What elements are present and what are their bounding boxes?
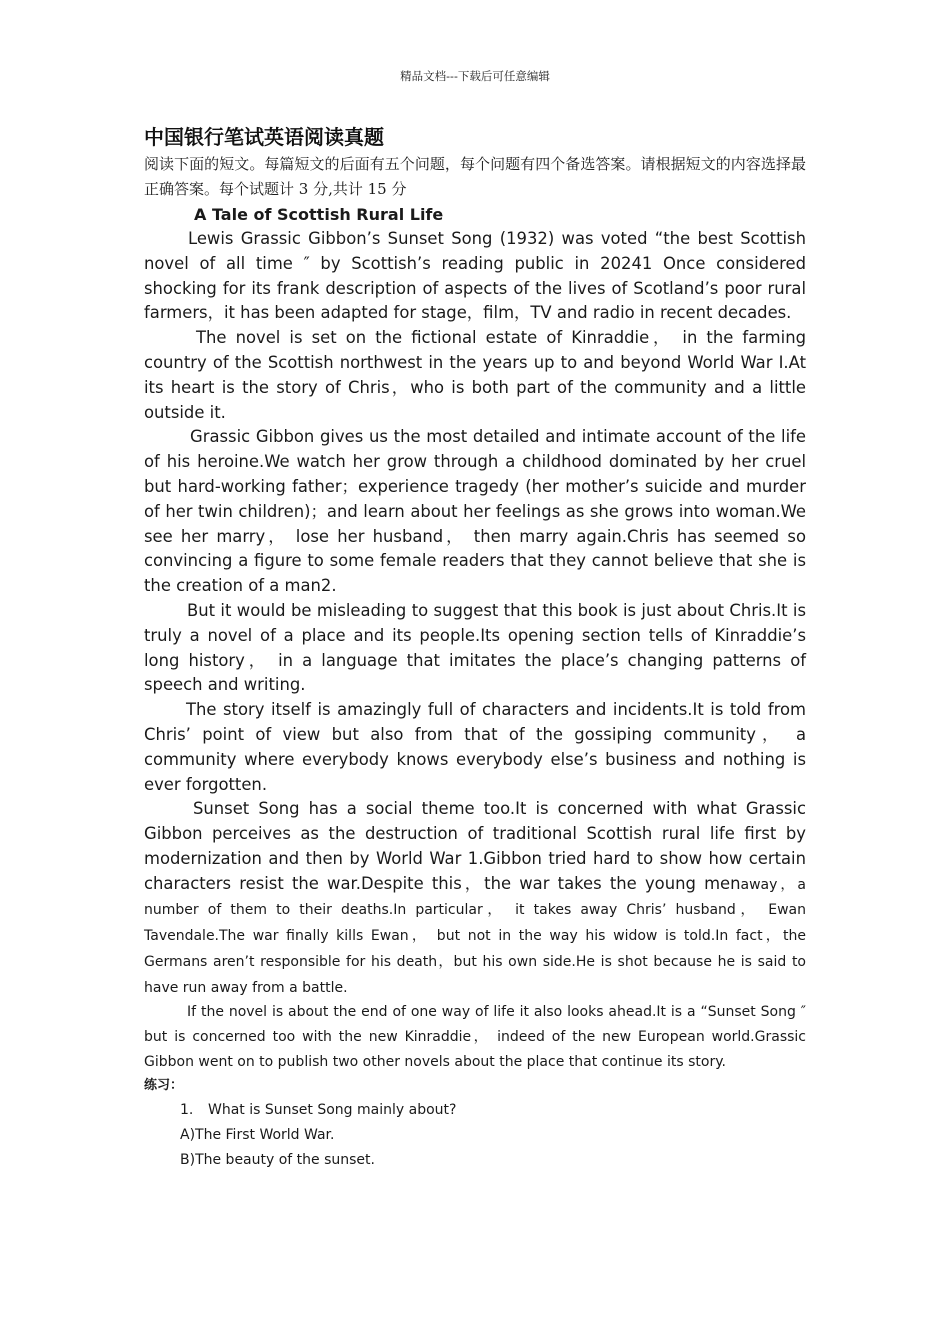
- question-number: 1.: [180, 1102, 194, 1119]
- paragraph-3: Grassic Gibbon gives us the most detailed and intimate account of the life of his heroine.We watch her grow through a childhood dominated by her cruel but hard-working father；experience tragedy (her mother’s suicide and murder of her twin children)；and learn about her feelings as she grows into woman.We see her marry， lose her husband， then marry again.Chris has seemed so convincing a figure to some female readers that they cannot believe that she is the creation of a man2.: [144, 427, 806, 596]
- paragraph-2: The novel is set on the fictional estate of Kinraddie， in the farming country of the Scottish northwest in the years up to and beyond World War I.At its heart is the story of Chris，who is both part of the community and a little outside it.: [144, 328, 806, 422]
- paragraph-4: But it would be misleading to suggest that this book is just about Chris.It is truly a novel of a place and its people.Its opening section tells of Kinraddie’s long history， in a language that imitates the place’s changing patterns of speech and writing.: [144, 600, 806, 695]
- paragraph-6-tail: away，a number of them to their deaths.In particular， it takes away Chris’ husband， Ewan Tavendale.The war finally kills Ewan， but not in the way his widow is told.In fact，the Germans aren’t responsible for his death，but his own side.He is shot because he is said to have run away from a battle.: [144, 876, 806, 996]
- option-a: A)The First World War.: [180, 1127, 335, 1144]
- page-header: 精品文档---下载后可任意编辑: [400, 69, 550, 83]
- question-text: What is Sunset Song mainly about?: [208, 1102, 457, 1119]
- question-1-stem: [144, 1098, 806, 1123]
- article-title: A Tale of Scottish Rural Life: [194, 205, 444, 224]
- paragraph-7: If the novel is about the end of one way of life it also looks ahead.It is a “Sunset Song ″ but is concerned too with the new Kinraddie， indeed of the new European world.Grassic Gibbon went on to publish two other novels about the place that continue its story.: [144, 1004, 806, 1070]
- paragraph-5: The story itself is amazingly full of characters and incidents.It is told from Chris’ point of view but also from that of the gossiping community， a community where everybody knows everybody else’s business and nothing is ever forgotten.: [144, 700, 806, 794]
- option-b: B)The beauty of the sunset.: [180, 1151, 375, 1168]
- exercise-label: 练习：: [144, 1078, 184, 1094]
- document-title: 中国银行笔试英语阅读真题: [144, 125, 384, 149]
- paragraph-6: [144, 797, 806, 1000]
- instructions: 阅读下面的短文。每篇短文的后面有五个问题，每个问题有四个备选答案。请根据短文的内容选择最正确答案。每个试题计 3 分,共计 15 分: [144, 155, 806, 198]
- question-1: [144, 1098, 806, 1172]
- paragraph-6-main: Sunset Song has a social theme too.It is concerned with what Grassic Gibbon perceives as the destruction of traditional Scottish rural life first by modernization and then by World War 1.Gibbon tried hard to show how certain characters resist the war.Despite this，the war takes the young men: [144, 799, 806, 893]
- document-body: [144, 122, 806, 1173]
- paragraph-1: Lewis Grassic Gibbon’s Sunset Song (1932) was voted “the best Scottish novel of all time ″ by Scottish’s reading public in 20241 Once considered shocking for its frank description of aspects of the lives of Scotland’s poor rural farmers，it has been adapted for stage，film，TV and radio in recent decades.: [144, 229, 806, 323]
